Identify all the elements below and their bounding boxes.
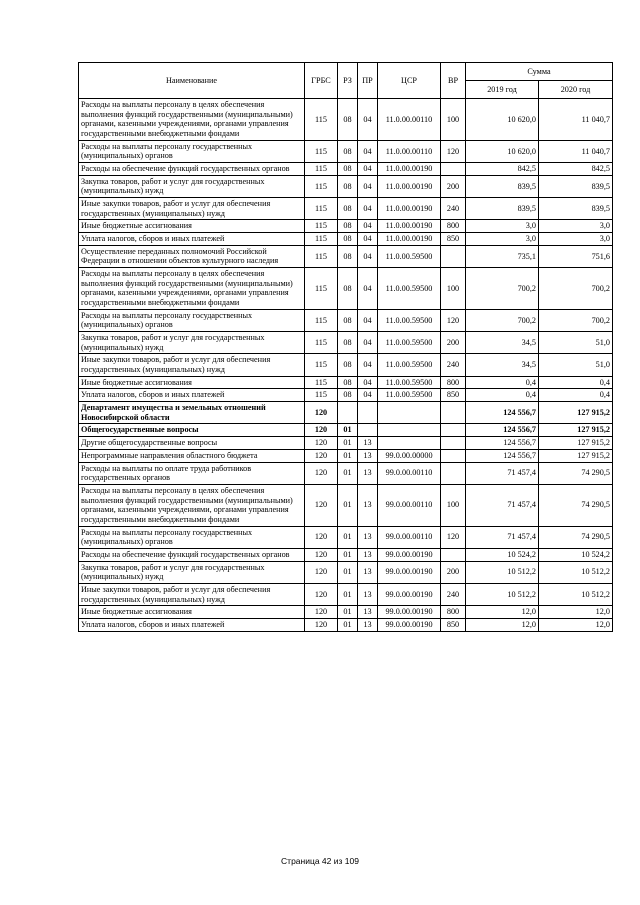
cell-sum-2020: 10 512,2 (539, 561, 613, 583)
cell-csr: 99.0.00.00190 (378, 606, 441, 619)
cell-sum-2019: 3,0 (466, 233, 539, 246)
cell-sum-2020: 127 915,2 (539, 437, 613, 450)
table-row (79, 163, 613, 176)
cell-rz: 01 (338, 437, 358, 450)
cell-sum-2019: 0,4 (466, 389, 539, 402)
cell-grbs: 115 (305, 99, 338, 141)
cell-sum-2019: 12,0 (466, 606, 539, 619)
cell-vr: 200 (441, 561, 466, 583)
cell-sum-2020: 12,0 (539, 618, 613, 631)
cell-grbs: 115 (305, 309, 338, 331)
cell-pr: 04 (358, 389, 378, 402)
cell-name: Осуществление переданных полномочий Российской Федерации в отношении объектов культурного наследия (79, 245, 305, 267)
cell-sum-2019: 124 556,7 (466, 402, 539, 424)
table-row (79, 233, 613, 246)
cell-csr: 99.0.00.00190 (378, 561, 441, 583)
cell-vr (441, 462, 466, 484)
cell-sum-2020: 10 524,2 (539, 548, 613, 561)
cell-grbs: 120 (305, 548, 338, 561)
header-year-2019: 2019 год (466, 81, 539, 99)
cell-pr: 04 (358, 376, 378, 389)
cell-csr: 99.0.00.00190 (378, 583, 441, 605)
cell-vr: 100 (441, 484, 466, 526)
cell-csr: 11.0.00.00110 (378, 99, 441, 141)
cell-grbs: 120 (305, 618, 338, 631)
cell-pr: 13 (358, 618, 378, 631)
cell-grbs: 120 (305, 449, 338, 462)
cell-grbs: 115 (305, 332, 338, 354)
cell-pr: 13 (358, 561, 378, 583)
cell-grbs: 120 (305, 583, 338, 605)
cell-vr (441, 548, 466, 561)
table-row (79, 606, 613, 619)
table-row (79, 175, 613, 197)
cell-csr: 99.0.00.00190 (378, 618, 441, 631)
table-row (79, 526, 613, 548)
cell-vr: 800 (441, 606, 466, 619)
cell-grbs: 115 (305, 389, 338, 402)
cell-vr: 240 (441, 198, 466, 220)
cell-grbs: 120 (305, 402, 338, 424)
cell-grbs: 115 (305, 354, 338, 376)
cell-pr: 04 (358, 220, 378, 233)
cell-grbs: 115 (305, 245, 338, 267)
cell-sum-2019: 12,0 (466, 618, 539, 631)
cell-sum-2020: 0,4 (539, 376, 613, 389)
cell-grbs: 115 (305, 376, 338, 389)
table-row (79, 548, 613, 561)
cell-grbs: 120 (305, 526, 338, 548)
cell-name: Непрограммные направления областного бюджета (79, 449, 305, 462)
cell-pr: 04 (358, 175, 378, 197)
cell-csr: 11.0.00.59500 (378, 245, 441, 267)
cell-rz: 08 (338, 309, 358, 331)
cell-pr: 04 (358, 332, 378, 354)
cell-name: Уплата налогов, сборов и иных платежей (79, 618, 305, 631)
cell-sum-2020: 74 290,5 (539, 526, 613, 548)
cell-csr: 99.0.00.00000 (378, 449, 441, 462)
cell-rz: 08 (338, 198, 358, 220)
cell-name: Иные закупки товаров, работ и услуг для обеспечения государственных (муниципальных) нужд (79, 198, 305, 220)
table-row (79, 309, 613, 331)
cell-sum-2019: 71 457,4 (466, 462, 539, 484)
cell-vr (441, 163, 466, 176)
cell-rz: 08 (338, 245, 358, 267)
table-row (79, 140, 613, 162)
cell-sum-2019: 10 524,2 (466, 548, 539, 561)
cell-sum-2020: 11 040,7 (539, 140, 613, 162)
cell-pr: 13 (358, 606, 378, 619)
table-row (79, 198, 613, 220)
cell-name: Уплата налогов, сборов и иных платежей (79, 233, 305, 246)
table-row (79, 484, 613, 526)
cell-pr: 04 (358, 99, 378, 141)
cell-csr: 99.0.00.00190 (378, 548, 441, 561)
cell-rz (338, 402, 358, 424)
cell-grbs: 115 (305, 220, 338, 233)
table-row (79, 424, 613, 437)
cell-csr: 11.0.00.00190 (378, 220, 441, 233)
cell-vr: 240 (441, 354, 466, 376)
cell-sum-2019: 10 512,2 (466, 583, 539, 605)
cell-vr: 120 (441, 526, 466, 548)
table-row (79, 376, 613, 389)
header-csr: ЦСР (378, 63, 441, 99)
cell-sum-2019: 839,5 (466, 175, 539, 197)
cell-sum-2020: 839,5 (539, 175, 613, 197)
cell-pr (358, 424, 378, 437)
table-row (79, 462, 613, 484)
cell-name: Расходы на обеспечение функций государственных органов (79, 548, 305, 561)
cell-name: Уплата налогов, сборов и иных платежей (79, 389, 305, 402)
cell-pr: 04 (358, 198, 378, 220)
table-row (79, 583, 613, 605)
cell-sum-2019: 34,5 (466, 332, 539, 354)
cell-sum-2020: 127 915,2 (539, 424, 613, 437)
cell-pr: 04 (358, 268, 378, 310)
cell-sum-2020: 74 290,5 (539, 484, 613, 526)
cell-grbs: 115 (305, 198, 338, 220)
cell-vr: 120 (441, 140, 466, 162)
cell-sum-2020: 51,0 (539, 332, 613, 354)
cell-csr: 11.0.00.00110 (378, 140, 441, 162)
cell-rz: 08 (338, 220, 358, 233)
cell-rz: 01 (338, 424, 358, 437)
cell-sum-2020: 842,5 (539, 163, 613, 176)
cell-vr: 200 (441, 175, 466, 197)
table-row (79, 389, 613, 402)
cell-sum-2020: 0,4 (539, 389, 613, 402)
cell-sum-2020: 74 290,5 (539, 462, 613, 484)
cell-pr: 13 (358, 548, 378, 561)
cell-vr: 120 (441, 309, 466, 331)
cell-grbs: 115 (305, 140, 338, 162)
cell-grbs: 120 (305, 606, 338, 619)
cell-csr: 11.0.00.00190 (378, 198, 441, 220)
cell-sum-2019: 839,5 (466, 198, 539, 220)
cell-sum-2019: 124 556,7 (466, 449, 539, 462)
cell-vr: 850 (441, 618, 466, 631)
cell-csr: 11.0.00.59500 (378, 354, 441, 376)
cell-grbs: 115 (305, 268, 338, 310)
cell-sum-2020: 51,0 (539, 354, 613, 376)
cell-sum-2020: 10 512,2 (539, 583, 613, 605)
table-row (79, 437, 613, 450)
table-row (79, 402, 613, 424)
table-row (79, 354, 613, 376)
cell-name: Расходы на выплаты персоналу в целях обеспечения выполнения функций государственными (муниципальными) органами, казенными учреждениями, органами управления государственными внебюджетными фондами (79, 484, 305, 526)
cell-sum-2019: 71 457,4 (466, 484, 539, 526)
cell-vr: 850 (441, 389, 466, 402)
header-row (79, 63, 613, 81)
header-sum: Сумма (466, 63, 613, 81)
cell-name: Расходы на выплаты персоналу в целях обеспечения выполнения функций государственными (муниципальными) органами, казенными учреждениями, органами управления государственными внебюджетными фондами (79, 99, 305, 141)
cell-name: Иные бюджетные ассигнования (79, 606, 305, 619)
cell-sum-2020: 127 915,2 (539, 402, 613, 424)
cell-grbs: 115 (305, 233, 338, 246)
cell-sum-2019: 10 620,0 (466, 99, 539, 141)
cell-rz: 01 (338, 561, 358, 583)
cell-sum-2020: 700,2 (539, 309, 613, 331)
cell-pr: 04 (358, 163, 378, 176)
cell-pr: 13 (358, 583, 378, 605)
cell-sum-2020: 3,0 (539, 220, 613, 233)
cell-rz: 08 (338, 389, 358, 402)
table-body (79, 99, 613, 632)
header-vr: ВР (441, 63, 466, 99)
cell-rz: 01 (338, 548, 358, 561)
cell-grbs: 120 (305, 437, 338, 450)
cell-pr: 04 (358, 233, 378, 246)
cell-sum-2019: 124 556,7 (466, 424, 539, 437)
cell-pr: 04 (358, 245, 378, 267)
cell-vr (441, 402, 466, 424)
cell-rz: 01 (338, 618, 358, 631)
cell-pr: 04 (358, 354, 378, 376)
cell-rz: 08 (338, 175, 358, 197)
cell-name: Иные бюджетные ассигнования (79, 376, 305, 389)
cell-csr: 99.0.00.00110 (378, 526, 441, 548)
cell-name: Департамент имущества и земельных отношений Новосибирской области (79, 402, 305, 424)
cell-vr (441, 245, 466, 267)
table-row (79, 449, 613, 462)
cell-sum-2019: 124 556,7 (466, 437, 539, 450)
cell-sum-2020: 127 915,2 (539, 449, 613, 462)
table-row (79, 268, 613, 310)
cell-sum-2020: 11 040,7 (539, 99, 613, 141)
cell-rz: 08 (338, 99, 358, 141)
cell-rz: 08 (338, 233, 358, 246)
header-rz: РЗ (338, 63, 358, 99)
cell-pr: 04 (358, 140, 378, 162)
cell-vr: 800 (441, 376, 466, 389)
cell-name: Расходы на выплаты персоналу в целях обеспечения выполнения функций государственными (муниципальными) органами, казенными учреждениями, органами управления государственными внебюджетными фондами (79, 268, 305, 310)
cell-pr: 13 (358, 484, 378, 526)
table-row (79, 245, 613, 267)
cell-rz: 08 (338, 163, 358, 176)
cell-rz: 01 (338, 449, 358, 462)
cell-name: Расходы на обеспечение функций государственных органов (79, 163, 305, 176)
cell-rz: 01 (338, 526, 358, 548)
cell-rz: 08 (338, 332, 358, 354)
cell-sum-2020: 12,0 (539, 606, 613, 619)
cell-sum-2020: 3,0 (539, 233, 613, 246)
cell-sum-2019: 842,5 (466, 163, 539, 176)
cell-csr: 11.0.00.00190 (378, 233, 441, 246)
cell-pr: 13 (358, 449, 378, 462)
cell-sum-2020: 700,2 (539, 268, 613, 310)
header-name: Наименование (79, 63, 305, 99)
cell-name: Закупка товаров, работ и услуг для государственных (муниципальных) нужд (79, 332, 305, 354)
cell-pr: 13 (358, 526, 378, 548)
budget-table (78, 62, 613, 632)
cell-pr: 04 (358, 309, 378, 331)
cell-name: Иные закупки товаров, работ и услуг для обеспечения государственных (муниципальных) нужд (79, 583, 305, 605)
cell-csr: 11.0.00.59500 (378, 268, 441, 310)
cell-sum-2019: 10 512,2 (466, 561, 539, 583)
cell-sum-2019: 3,0 (466, 220, 539, 233)
cell-grbs: 120 (305, 462, 338, 484)
cell-vr: 100 (441, 99, 466, 141)
cell-csr: 11.0.00.59500 (378, 309, 441, 331)
cell-vr: 240 (441, 583, 466, 605)
cell-csr: 99.0.00.00110 (378, 462, 441, 484)
cell-vr: 200 (441, 332, 466, 354)
cell-grbs: 120 (305, 561, 338, 583)
cell-csr: 11.0.00.59500 (378, 332, 441, 354)
cell-rz: 01 (338, 462, 358, 484)
cell-sum-2020: 751,6 (539, 245, 613, 267)
cell-sum-2019: 700,2 (466, 309, 539, 331)
cell-name: Иные бюджетные ассигнования (79, 220, 305, 233)
cell-sum-2019: 71 457,4 (466, 526, 539, 548)
cell-csr: 11.0.00.00190 (378, 163, 441, 176)
table-row (79, 561, 613, 583)
cell-grbs: 120 (305, 484, 338, 526)
cell-pr (358, 402, 378, 424)
table-row (79, 618, 613, 631)
cell-sum-2019: 735,1 (466, 245, 539, 267)
cell-vr (441, 449, 466, 462)
cell-grbs: 120 (305, 424, 338, 437)
cell-rz: 01 (338, 484, 358, 526)
cell-rz: 08 (338, 140, 358, 162)
cell-sum-2019: 700,2 (466, 268, 539, 310)
header-year-2020: 2020 год (539, 81, 613, 99)
cell-vr (441, 437, 466, 450)
cell-name: Общегосударственные вопросы (79, 424, 305, 437)
cell-name: Другие общегосударственные вопросы (79, 437, 305, 450)
cell-csr: 99.0.00.00110 (378, 484, 441, 526)
cell-pr: 13 (358, 462, 378, 484)
page-footer: Страница 42 из 109 (281, 856, 359, 866)
cell-vr: 100 (441, 268, 466, 310)
cell-sum-2019: 34,5 (466, 354, 539, 376)
cell-rz: 01 (338, 583, 358, 605)
cell-name: Расходы на выплаты персоналу государственных (муниципальных) органов (79, 309, 305, 331)
cell-name: Иные закупки товаров, работ и услуг для обеспечения государственных (муниципальных) нужд (79, 354, 305, 376)
cell-name: Расходы на выплаты персоналу государственных (муниципальных) органов (79, 140, 305, 162)
cell-csr (378, 437, 441, 450)
table-row (79, 332, 613, 354)
cell-vr: 800 (441, 220, 466, 233)
cell-csr: 11.0.00.00190 (378, 175, 441, 197)
cell-name: Закупка товаров, работ и услуг для государственных (муниципальных) нужд (79, 175, 305, 197)
cell-name: Расходы на выплаты по оплате труда работников государственных органов (79, 462, 305, 484)
cell-sum-2019: 0,4 (466, 376, 539, 389)
table-row (79, 220, 613, 233)
cell-csr (378, 402, 441, 424)
cell-rz: 08 (338, 354, 358, 376)
cell-rz: 08 (338, 376, 358, 389)
cell-rz: 01 (338, 606, 358, 619)
cell-rz: 08 (338, 268, 358, 310)
cell-vr: 850 (441, 233, 466, 246)
cell-grbs: 115 (305, 175, 338, 197)
cell-name: Расходы на выплаты персоналу государственных (муниципальных) органов (79, 526, 305, 548)
cell-grbs: 115 (305, 163, 338, 176)
cell-csr: 11.0.00.59500 (378, 389, 441, 402)
table-row (79, 99, 613, 141)
cell-csr: 11.0.00.59500 (378, 376, 441, 389)
header-grbs: ГРБС (305, 63, 338, 99)
header-pr: ПР (358, 63, 378, 99)
cell-csr (378, 424, 441, 437)
cell-name: Закупка товаров, работ и услуг для государственных (муниципальных) нужд (79, 561, 305, 583)
cell-sum-2019: 10 620,0 (466, 140, 539, 162)
cell-sum-2020: 839,5 (539, 198, 613, 220)
cell-pr: 13 (358, 437, 378, 450)
cell-vr (441, 424, 466, 437)
